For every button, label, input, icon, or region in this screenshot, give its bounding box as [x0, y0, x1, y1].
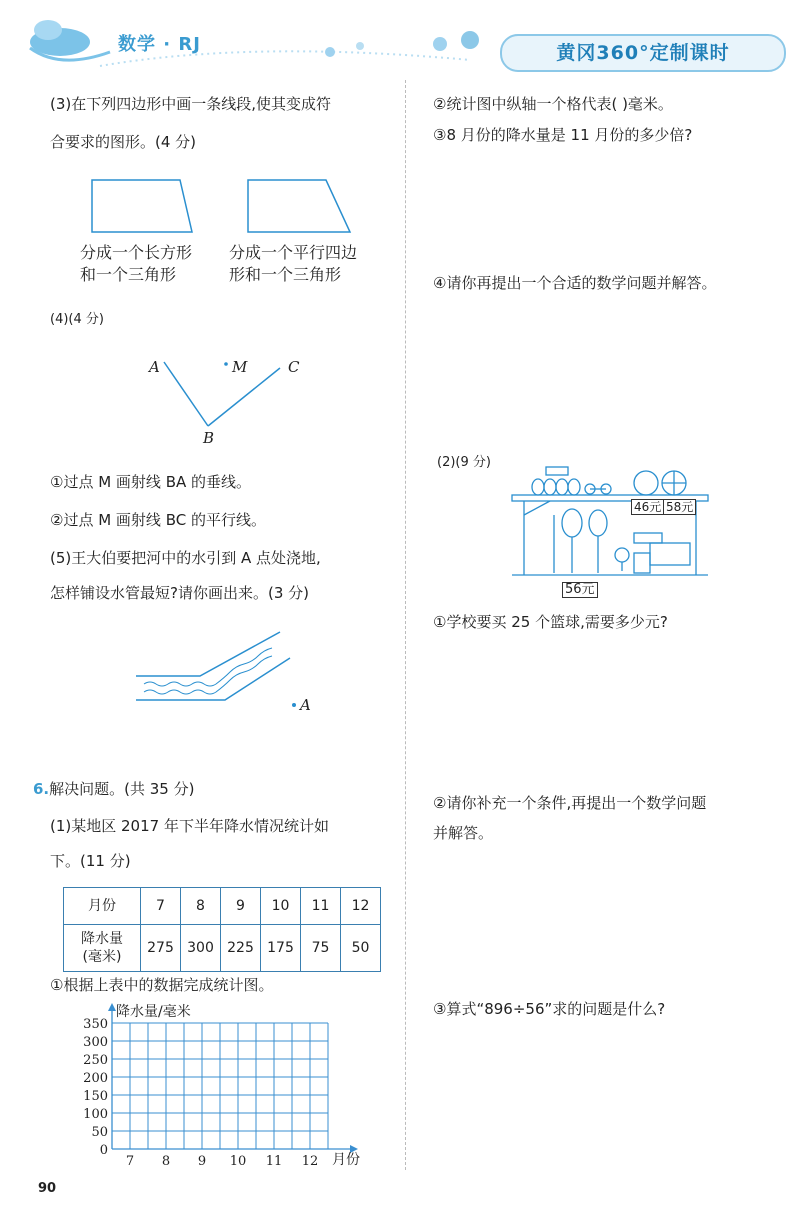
q3-quadrilaterals [80, 170, 380, 240]
label-a: A [149, 358, 160, 376]
y-tick-label: 350 [83, 1017, 108, 1032]
y-tick-label: 300 [83, 1035, 108, 1050]
price-tag-rackets: 56元 [562, 582, 598, 598]
column-divider [405, 80, 406, 1170]
table-cell: 12 [341, 888, 381, 925]
rainfall-head-line1: 降水量 [81, 931, 123, 947]
q4-item2: ②过点 M 画射线 BC 的平行线。 [50, 511, 266, 529]
x-tick-label: 11 [265, 1154, 283, 1169]
y-axis-arrow [108, 1003, 116, 1011]
table-row [64, 925, 381, 972]
rainfall-head-line2: (毫米) [82, 949, 122, 965]
q6-2-item1: ①学校要买 25 个篮球,需要多少元? [433, 613, 668, 631]
table-cell: 75 [301, 925, 341, 972]
q6-2-item2-line1: ②请你补充一个条件,再提出一个数学问题 [433, 794, 707, 812]
x-tick-label: 12 [301, 1154, 319, 1169]
point-a-label: A [300, 696, 311, 714]
q6-title: 解决问题。(共 35 分) [49, 780, 195, 798]
q6-1-line2: 下。(11 分) [50, 852, 131, 870]
q6-number: 6. [33, 780, 50, 798]
y-tick-label: 150 [83, 1089, 108, 1104]
q3-caption-b1: 分成一个平行四边 [229, 243, 358, 262]
trapezoid-b [248, 180, 350, 232]
rainfall-table [63, 887, 381, 972]
q3-caption-a1: 分成一个长方形 [80, 243, 193, 262]
y-tick-label: 250 [83, 1053, 108, 1068]
table-cell: 11 [301, 888, 341, 925]
grid-svg [60, 1000, 380, 1175]
page-number [38, 1177, 56, 1196]
q6-1-item1: ①根据上表中的数据完成统计图。 [50, 976, 274, 994]
q5-line1: (5)王大伯要把河中的水引到 A 点处浇地, [50, 549, 321, 567]
grid-chart [60, 1000, 380, 1175]
subject-label: 数学 · RJ [118, 34, 201, 55]
y-tick-label: 100 [83, 1107, 108, 1122]
table-cell: 9 [221, 888, 261, 925]
x-tick-label: 7 [125, 1154, 135, 1169]
q6-2-title: (2)(9 分) [437, 455, 491, 470]
table-cell: 10 [261, 888, 301, 925]
q4-title: (4)(4 分) [50, 312, 104, 327]
x-tick-label: 8 [161, 1154, 171, 1169]
grid-xlabel: 月份 [332, 1152, 360, 1168]
sports-shelf-illustration [510, 455, 710, 580]
q6-2-item3: ③算式“896÷56”求的问题是什么? [433, 1000, 666, 1018]
q6-1-item4: ④请你再提出一个合适的数学问题并解答。 [433, 274, 717, 292]
q3-text-line2: 合要求的图形。(4 分) [50, 133, 197, 151]
q6-1-item2: ②统计图中纵轴一个格代表( )毫米。 [433, 95, 673, 113]
q4-item1: ①过点 M 画射线 BA 的垂线。 [50, 473, 252, 491]
table-cell: 7 [141, 888, 181, 925]
q6-1-item3: ③8 月份的降水量是 11 月份的多少倍? [433, 126, 693, 144]
q5-line2: 怎样铺设水管最短?请你画出来。(3 分) [50, 584, 309, 602]
label-m: M [232, 358, 248, 376]
table-cell: 300 [181, 925, 221, 972]
page-number-text: 90 [38, 1181, 57, 1196]
label-b: B [203, 429, 215, 447]
table-cell: 50 [341, 925, 381, 972]
q3-caption-a2: 和一个三角形 [80, 265, 177, 284]
q6-2-item2-line2: 并解答。 [433, 824, 494, 842]
table-head-rainfall [64, 925, 141, 972]
table-head-month: 月份 [64, 888, 141, 925]
table-cell: 275 [141, 925, 181, 972]
price-tag-basketball: 58元 [663, 499, 696, 515]
y-tick-label: 0 [99, 1143, 108, 1158]
q6-header [33, 779, 194, 799]
q6-1-line1: (1)某地区 2017 年下半年降水情况统计如 [50, 817, 329, 835]
trapezoid-a [92, 180, 192, 232]
y-tick-label: 200 [83, 1071, 108, 1086]
price-tag-football: 46元 [631, 499, 664, 515]
table-cell: 8 [181, 888, 221, 925]
table-cell: 175 [261, 925, 301, 972]
label-c: C [288, 358, 300, 376]
brand-banner: 黄冈360°定制课时 [500, 34, 786, 72]
x-tick-label: 9 [197, 1154, 207, 1169]
y-tick-label: 50 [91, 1125, 108, 1140]
table-cell: 225 [221, 925, 261, 972]
table-row [64, 888, 381, 925]
point-m-dot [224, 362, 228, 366]
grid-ylabel: 降水量/毫米 [116, 1004, 191, 1020]
river-figure [130, 628, 300, 708]
point-a-dot [291, 702, 297, 708]
x-tick-label: 10 [229, 1154, 247, 1169]
q3-caption-b2: 形和一个三角形 [229, 265, 342, 284]
q3-text-line1: (3)在下列四边形中画一条线段,使其变成符 [50, 95, 332, 113]
